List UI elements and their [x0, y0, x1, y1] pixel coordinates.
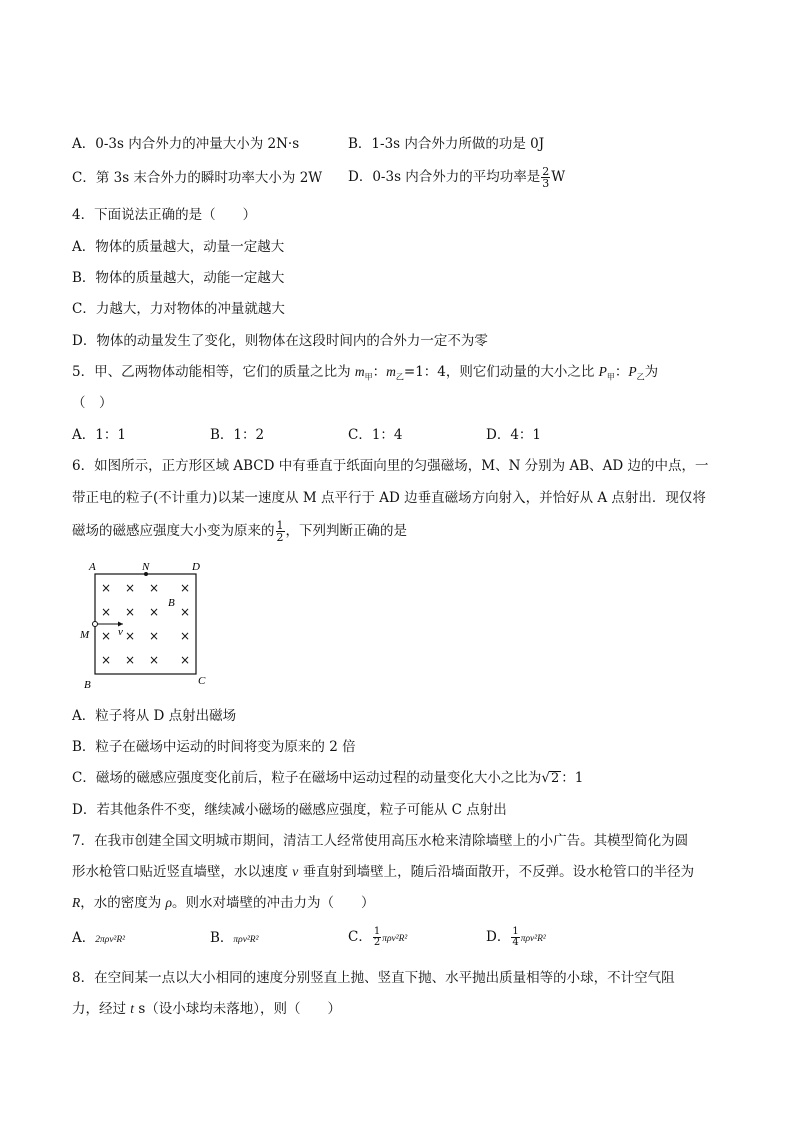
q6-option-b: B．粒子在磁场中运动的时间将变为原来的 2 倍 — [72, 739, 356, 755]
field-cross: × — [125, 581, 136, 595]
q4-option-b: B．物体的质量越大，动能一定越大 — [72, 270, 285, 286]
q7-option-a: A．2πρv²R² — [72, 930, 126, 946]
field-cross: × — [101, 605, 112, 619]
q7-stem-line1: 7．在我市创建全国文明城市期间，清洁工人经常使用高压水枪来清除墙壁上的小广告。其模型简化为圆 — [72, 833, 689, 849]
label-m: M — [80, 629, 90, 641]
q4-stem: 4．下面说法正确的是（ ） — [72, 207, 257, 223]
field-cross: × — [101, 653, 112, 667]
q4-option-d: D．物体的动量发生了变化，则物体在这段时间内的合外力一定不为零 — [72, 333, 488, 349]
label-v: v — [118, 626, 123, 638]
field-cross: × — [180, 653, 191, 667]
field-cross: × — [101, 629, 112, 643]
field-cross: × — [149, 605, 160, 619]
point-m — [93, 622, 98, 627]
q5-paren: （ ） — [72, 395, 113, 411]
field-cross: × — [101, 581, 112, 595]
q8-stem-line1: 8．在空间某一点以大小相同的速度分别竖直上抛、竖直下抛、水平抛出质量相等的小球，不计空气阻 — [72, 970, 675, 986]
q6-stem-line3: 磁场的磁感应强度大小变为原来的 $\frac{1}{2}$ ，下列判断正确的是 — [72, 519, 407, 544]
q7-option-d: D． $\frac{1}{4}$ πρv²R² — [486, 926, 546, 948]
q3-option-d-fraction: $\frac{2}{3}$ — [542, 165, 550, 190]
field-cross: × — [149, 653, 160, 667]
field-cross: × — [125, 629, 136, 643]
q6-stem-line2: 带正电的粒子(不计重力)以某一速度从 M 点平行于 AD 边垂直磁场方向射入，并恰好从 A 点射出．现仅将 — [72, 490, 706, 506]
q6-option-a: A．粒子将从 D 点射出磁场 — [72, 708, 237, 724]
q7-stem-line2: 形水枪管口贴近竖直墙壁，水以速度 v 垂直射到墙壁上，随后沿墙面散开，不反弹。设水枪管口的半径为 — [72, 864, 695, 880]
q5-option-c: C．1：4 — [348, 427, 403, 443]
q3-option-a: A．0-3s 内合外力的冲量大小为 2N·s — [72, 136, 300, 152]
q6-option-d: D．若其他条件不变，继续减小磁场的磁感应强度，粒子可能从 C 点射出 — [72, 802, 507, 818]
field-cross: × — [180, 605, 191, 619]
field-cross: × — [149, 581, 160, 595]
q5-stem: 5．甲、乙两物体动能相等，它们的质量之比为 $m_甲$：$m_乙=1$：4，则它们动量的大小之比 $P_甲$：$P_乙$为 — [72, 364, 659, 382]
q3-option-c: C．第 3s 末合外力的瞬时功率大小为 2W — [72, 170, 323, 186]
sqrt-symbol: √ — [541, 770, 550, 786]
field-cross: × — [125, 605, 136, 619]
field-cross: × — [180, 629, 191, 643]
q7-stem-line3: R，水的密度为 ρ。则水对墙壁的冲击力为（ ） — [72, 895, 375, 911]
q5-option-d: D．4：1 — [486, 427, 542, 443]
q5-option-a: A．1：1 — [72, 427, 126, 443]
field-cross: × — [180, 581, 191, 595]
q5-option-b: B．1：2 — [210, 427, 265, 443]
label-a: A — [89, 561, 96, 573]
q3-option-d-text: D．0-3s 内合外力的平均功率是 — [348, 169, 541, 185]
q8-stem-line2: 力，经过 t s（设小球均未落地），则（ ） — [72, 1001, 342, 1017]
magnetic-field-figure — [76, 558, 216, 692]
field-cross: × — [149, 629, 160, 643]
q3-option-b: B．1-3s 内合外力所做的功是 0J — [348, 136, 545, 152]
q4-option-c: C．力越大，力对物体的冲量就越大 — [72, 301, 285, 317]
label-b: B — [84, 679, 91, 691]
label-d: D — [192, 561, 200, 573]
label-b-field: B — [168, 597, 175, 609]
q7-option-c: C． $\frac{1}{2}$ πρv²R² — [348, 926, 408, 948]
q3-option-d: D．0-3s 内合外力的平均功率是 $\frac{2}{3}$ W — [348, 165, 566, 190]
q4-option-a: A．物体的质量越大，动量一定越大 — [72, 239, 285, 255]
q6-option-c: C．磁场的磁感应强度变化前后，粒子在磁场中运动过程的动量变化大小之比为√2 ：1 — [72, 770, 584, 786]
q6-stem-line1: 6．如图所示，正方形区域 ABCD 中有垂直于纸面向里的匀强磁场，M、N 分别为 AB、AD 边的中点，一 — [72, 458, 709, 474]
label-c: C — [198, 675, 206, 687]
field-cross: × — [125, 653, 136, 667]
label-n: N — [142, 561, 150, 573]
q6-half-fraction: $\frac{1}{2}$ — [276, 519, 284, 544]
q7-option-b: B．πρv²R² — [210, 930, 259, 946]
